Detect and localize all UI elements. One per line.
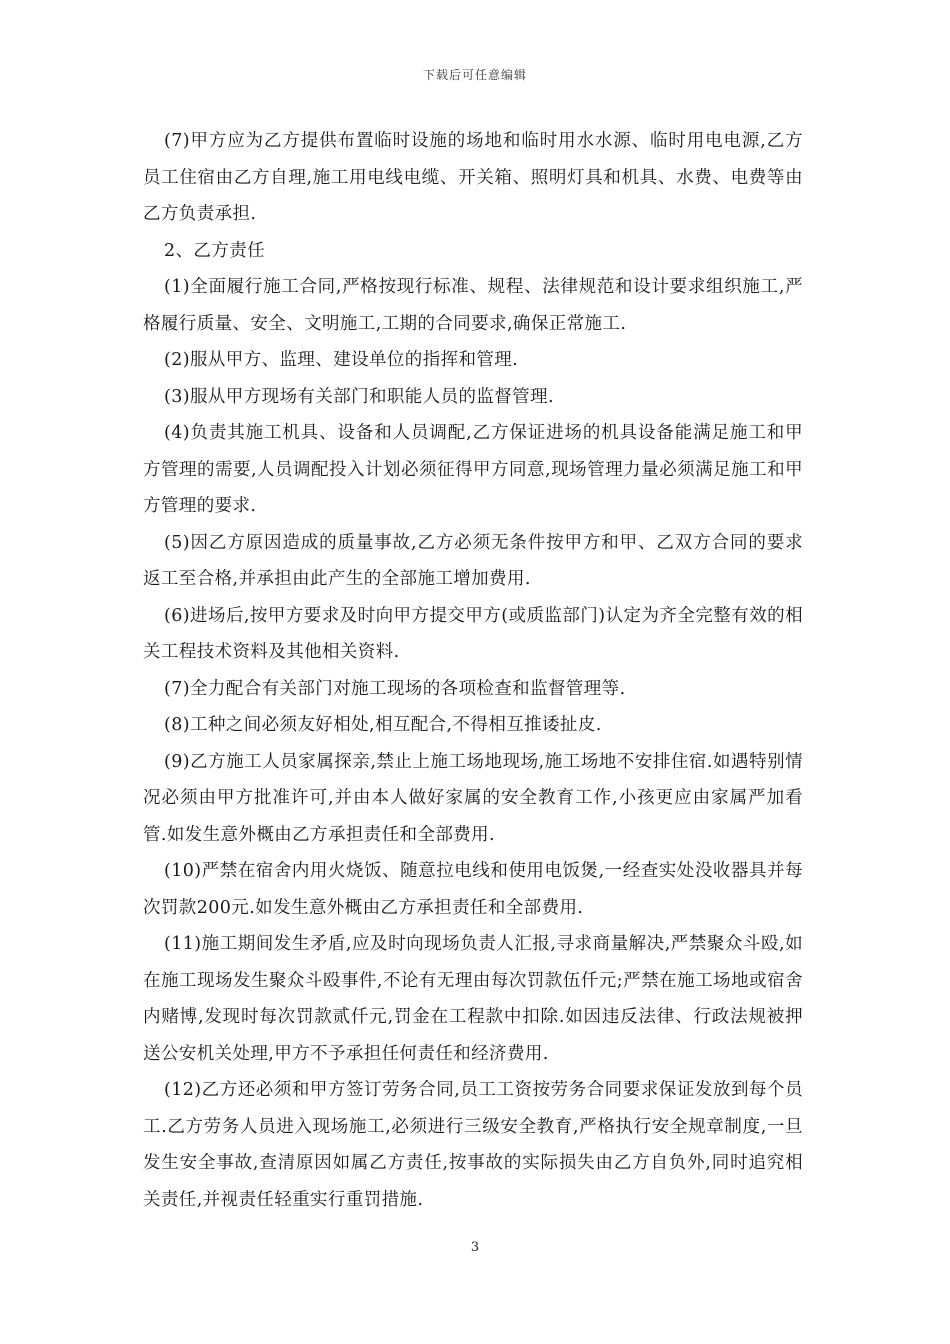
paragraph: (11)施工期间发生矛盾,应及时向现场负责人汇报,寻求商量解决,严禁聚众斗殴,如在施工现场发生聚众斗殴事件,不论有无理由每次罚款伍仟元;严禁在施工场地或宿舍内赌博,发现时每次罚款贰仟元,罚金在工程款中扣除.如因违反法律、行政法规被押送公安机关处理,甲方不予承担任何责任和经济费用. bbox=[143, 934, 803, 1064]
paragraph: (4)负责其施工机具、设备和人员调配,乙方保证进场的机具设备能满足施工和甲方管理的需要,人员调配投入计划必须征得甲方同意,现场管理力量必须满足施工和甲方管理的要求. bbox=[143, 423, 803, 516]
paragraph: (5)因乙方原因造成的质量事故,乙方必须无条件按甲方和甲、乙双方合同的要求返工至合格,并承担由此产生的全部施工增加费用. bbox=[143, 532, 803, 589]
document-body bbox=[143, 123, 803, 1218]
paragraph: (3)服从甲方现场有关部门和职能人员的监督管理. bbox=[164, 386, 554, 407]
paragraph: (1)全面履行施工合同,严格按现行标准、规程、法律规范和设计要求组织施工,严格履行质量、安全、文明施工,工期的合同要求,确保正常施工. bbox=[143, 277, 803, 334]
page-number: 3 bbox=[470, 1240, 480, 1255]
paragraph: (10)严禁在宿舍内用火烧饭、随意拉电线和使用电饭煲,一经查实处没收器具并每次罚款200元.如发生意外概由乙方承担责任和全部费用. bbox=[143, 861, 803, 918]
paragraph: (2)服从甲方、监理、建设单位的指挥和管理. bbox=[164, 350, 519, 370]
paragraph: (12)乙方还必须和甲方签订劳务合同,员工工资按劳务合同要求保证发放到每个员工.乙方劳务人员进入现场施工,必须进行三级安全教育,严格执行安全规章制度,一旦发生安全事故,查清原因如属乙方责任,按事故的实际损失由乙方自负外,同时追究相关责任,并视责任轻重实行重罚措施. bbox=[143, 1080, 803, 1210]
paragraph: (9)乙方施工人员家属探亲,禁止上施工场地现场,施工场地不安排住宿.如遇特别情况必须由甲方批准许可,并由本人做好家属的安全教育工作,小孩更应由家属严加看管.如发生意外概由乙方承担责任和全部费用. bbox=[143, 751, 803, 845]
paragraph: (8)工种之间必须友好相处,相互配合,不得相互推诿扯皮. bbox=[164, 715, 602, 735]
paragraph: (6)进场后,按甲方要求及时向甲方提交甲方(或质监部门)认定为齐全完整有效的相关工程技术资料及其他相关资料. bbox=[143, 605, 803, 662]
paragraph: (7)甲方应为乙方提供布置临时设施的场地和临时用水水源、临时用电电源,乙方员工住宿由乙方自理,施工用电线电缆、开关箱、照明灯具和机具、水费、电费等由乙方负责承担. bbox=[143, 131, 803, 224]
section-heading: 2、乙方责任 bbox=[164, 240, 266, 261]
paragraph: (7)全力配合有关部门对施工现场的各项检查和监督管理等. bbox=[164, 678, 626, 699]
page-header: 下载后可任意编辑 bbox=[422, 68, 527, 82]
